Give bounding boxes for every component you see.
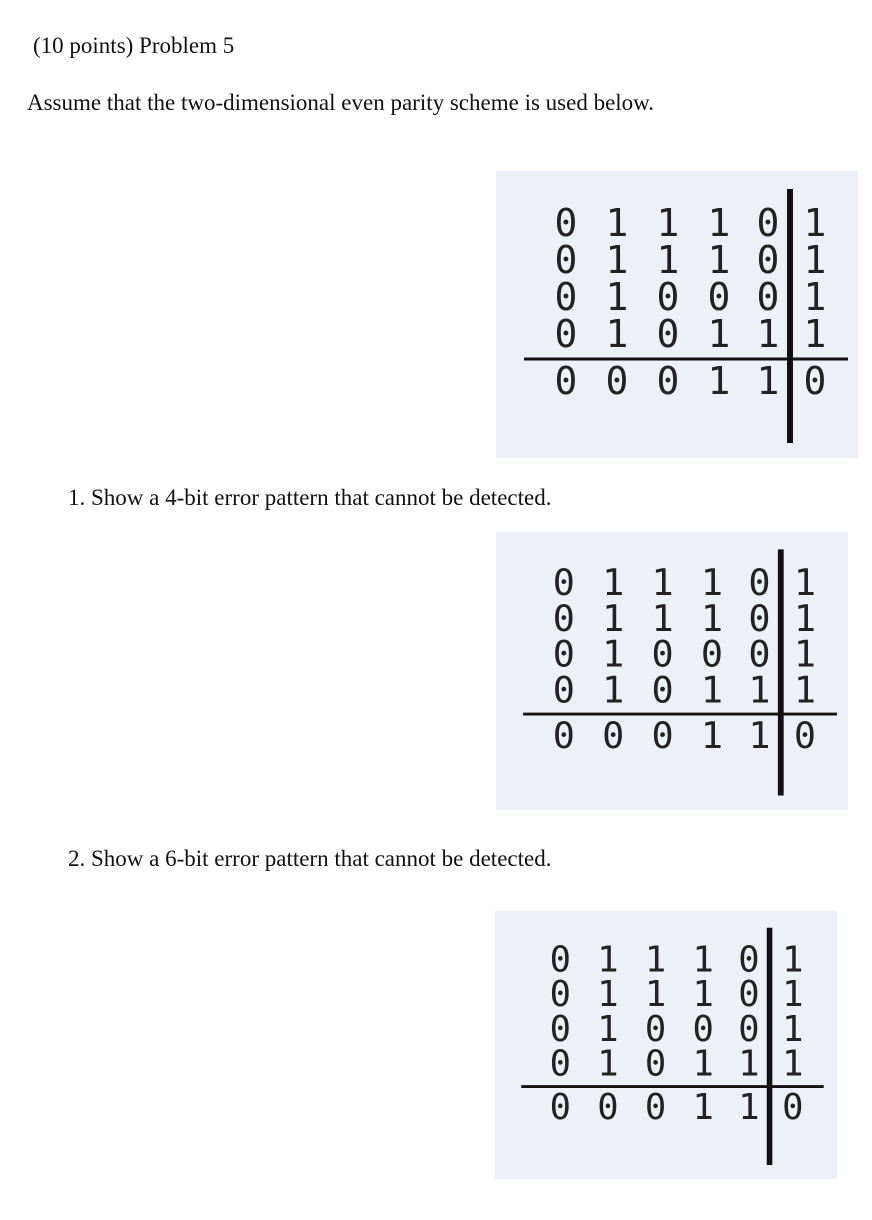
- bit-r2-c2: 0: [644, 1008, 667, 1050]
- bit-r1-c3: 1: [707, 238, 731, 282]
- bit-r2-c1: 1: [605, 275, 629, 319]
- bit-r4-c3: 1: [707, 359, 731, 403]
- parity-grid-1: [496, 171, 858, 458]
- bit-r1-c4: 0: [756, 238, 780, 282]
- bit-r0-c3: 1: [692, 939, 714, 981]
- bit-r0-c2: 1: [656, 201, 680, 245]
- bit-r4-c0: 0: [554, 359, 578, 403]
- bit-r0-c2: 1: [651, 560, 674, 604]
- question-2: 2. Show a 6-bit error pattern that cannot be detected.: [68, 846, 552, 871]
- problem-intro: Assume that the two-dimensional even parity scheme is used below.: [27, 90, 655, 115]
- bit-r4-c4: 1: [748, 714, 771, 758]
- bit-r4-c4: 1: [738, 1087, 760, 1129]
- bit-r0-c4: 0: [738, 939, 760, 981]
- bit-r0-c1: 1: [605, 201, 629, 245]
- bit-r4-c2: 0: [644, 1087, 667, 1129]
- bit-r3-c5: 1: [782, 1043, 804, 1085]
- bit-r1-c5: 1: [793, 596, 817, 640]
- parity-grid-2: [496, 532, 848, 810]
- parity-grid-3: [495, 911, 837, 1179]
- bit-r0-c4: 0: [756, 201, 780, 245]
- bit-r1-c1: 1: [602, 596, 625, 640]
- bit-r1-c0: 0: [552, 596, 575, 640]
- bit-r3-c0: 0: [552, 668, 575, 712]
- bit-r2-c5: 1: [793, 632, 817, 676]
- bit-r2-c0: 0: [552, 632, 575, 676]
- bit-r0-c0: 0: [554, 201, 578, 245]
- bit-r1-c4: 0: [748, 596, 771, 640]
- bit-r3-c2: 0: [656, 312, 680, 356]
- bit-r3-c3: 1: [692, 1043, 714, 1085]
- bit-r0-c1: 1: [602, 560, 625, 604]
- bit-r2-c2: 0: [651, 632, 674, 676]
- bit-r4-c1: 0: [597, 1087, 619, 1129]
- bit-r1-c0: 0: [549, 974, 572, 1016]
- bit-r0-c4: 0: [748, 560, 771, 604]
- bit-r4-c2: 0: [651, 714, 674, 758]
- bit-r2-c0: 0: [549, 1008, 572, 1050]
- bit-r0-c5: 1: [793, 560, 817, 604]
- bit-r4-c5: 0: [803, 359, 827, 403]
- bit-r2-c4: 0: [756, 275, 780, 319]
- bit-r4-c4: 1: [756, 359, 780, 403]
- parity-grid-1-svg: [496, 171, 858, 458]
- bit-r4-c3: 1: [700, 714, 724, 758]
- bit-r3-c0: 0: [554, 312, 578, 356]
- bit-r1-c2: 1: [656, 238, 680, 282]
- parity-grid-2-svg: [496, 532, 848, 810]
- bit-r0-c3: 1: [700, 560, 724, 604]
- bit-r4-c2: 0: [656, 359, 680, 403]
- bit-r2-c1: 1: [597, 1008, 619, 1050]
- bit-r3-c2: 0: [644, 1043, 667, 1085]
- bit-r2-c1: 1: [602, 632, 625, 676]
- bit-r2-c4: 0: [748, 632, 771, 676]
- bit-r2-c0: 0: [554, 275, 578, 319]
- problem-title: (10 points) Problem 5: [33, 33, 235, 58]
- bit-r2-c3: 0: [700, 632, 724, 676]
- bit-r3-c4: 1: [748, 668, 771, 712]
- bit-r0-c2: 1: [644, 939, 667, 981]
- bit-r4-c3: 1: [692, 1087, 714, 1129]
- bit-r4-c5: 0: [782, 1087, 804, 1129]
- bit-r3-c3: 1: [700, 668, 724, 712]
- bit-r2-c5: 1: [782, 1008, 804, 1050]
- parity-grid-3-svg: [495, 911, 837, 1179]
- bit-r3-c5: 1: [803, 312, 827, 356]
- bit-r3-c3: 1: [707, 312, 731, 356]
- bit-r4-c5: 0: [793, 714, 817, 758]
- bit-r1-c5: 1: [782, 974, 804, 1016]
- bit-r1-c1: 1: [605, 238, 629, 282]
- bit-r4-c0: 0: [552, 714, 575, 758]
- bit-r1-c5: 1: [803, 238, 827, 282]
- bit-r3-c0: 0: [549, 1043, 572, 1085]
- bit-r4-c1: 0: [602, 714, 625, 758]
- bit-r1-c0: 0: [554, 238, 578, 282]
- question-1: 1. Show a 4-bit error pattern that cannot be detected.: [68, 485, 552, 510]
- bit-r3-c1: 1: [602, 668, 625, 712]
- bit-r3-c4: 1: [756, 312, 780, 356]
- bit-r0-c5: 1: [782, 939, 804, 981]
- bit-r3-c4: 1: [738, 1043, 760, 1085]
- bit-r4-c1: 0: [605, 359, 629, 403]
- bit-r4-c0: 0: [549, 1087, 572, 1129]
- bit-r2-c5: 1: [803, 275, 827, 319]
- bit-r3-c1: 1: [605, 312, 629, 356]
- bit-r2-c4: 0: [738, 1008, 760, 1050]
- bit-r0-c3: 1: [707, 201, 731, 245]
- bit-r3-c1: 1: [597, 1043, 619, 1085]
- bit-r1-c4: 0: [738, 974, 760, 1016]
- bit-r3-c5: 1: [793, 668, 817, 712]
- bit-r2-c3: 0: [707, 275, 731, 319]
- bit-r1-c3: 1: [692, 974, 714, 1016]
- bit-r1-c1: 1: [597, 974, 619, 1016]
- bit-r1-c3: 1: [700, 596, 724, 640]
- bit-r1-c2: 1: [644, 974, 667, 1016]
- bit-r2-c2: 0: [656, 275, 680, 319]
- bit-r2-c3: 0: [692, 1008, 714, 1050]
- bit-r3-c2: 0: [651, 668, 674, 712]
- bit-r0-c0: 0: [552, 560, 575, 604]
- bit-r0-c1: 1: [597, 939, 619, 981]
- bit-r1-c2: 1: [651, 596, 674, 640]
- bit-r0-c0: 0: [549, 939, 572, 981]
- bit-r0-c5: 1: [803, 201, 827, 245]
